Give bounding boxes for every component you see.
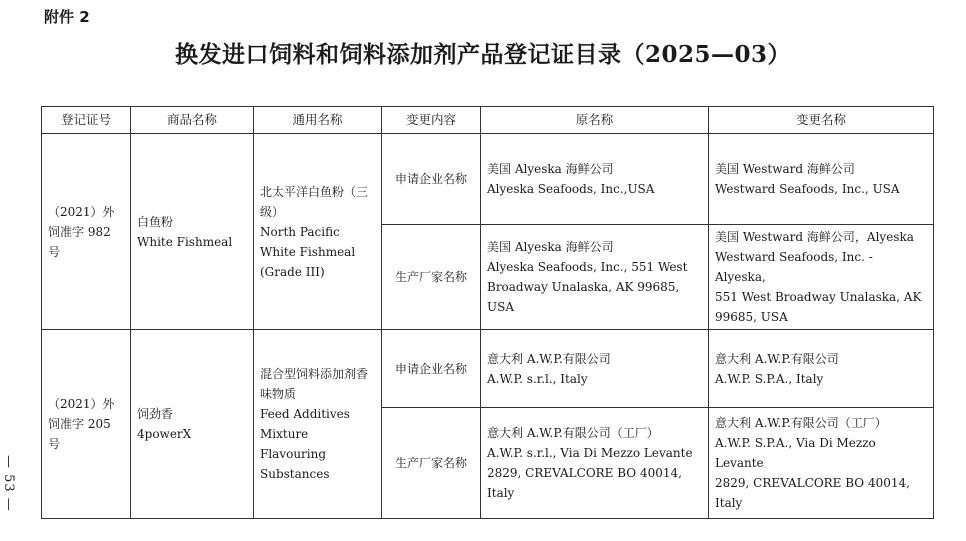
header-cert-no: 登记证号 [42, 107, 131, 134]
original-name-cell [481, 408, 709, 519]
changed-name-cell [709, 134, 934, 225]
text-line: 美国 Alyeska 海鲜公司 [487, 162, 614, 176]
text-line: 美国 Alyeska 海鲜公司 [487, 240, 614, 254]
changed-name-cell [709, 408, 934, 519]
trade-name-en: White Fishmeal [137, 234, 233, 249]
header-generic-name: 通用名称 [254, 107, 382, 134]
table-row [42, 134, 934, 225]
text-line: 意大利 A.W.P.有限公司 [487, 351, 611, 366]
header-change-item: 变更内容 [382, 107, 481, 134]
text-line: Alyeska Seafoods, Inc., 551 West [487, 260, 688, 274]
header-original-name: 原名称 [481, 107, 709, 134]
text-line: 意大利 A.W.P.有限公司（工厂） [715, 416, 887, 430]
table-row [42, 330, 934, 408]
text-line: 2829, CREVALCORE BO 40014, Italy [487, 466, 682, 500]
trade-name-cn: 白鱼粉 [137, 214, 174, 229]
text-line: Italy [715, 496, 743, 510]
trade-name-cn: 饲劲香 [137, 407, 174, 421]
text-line: 2829, CREVALCORE BO 40014, [715, 476, 910, 490]
text-line: A.W.P. S.P.A., Italy [715, 371, 824, 386]
registration-table [41, 106, 934, 519]
table-header-row [42, 107, 934, 134]
change-item-cell: 生产厂家名称 [382, 408, 481, 519]
text-line: Broadway Unalaska, AK 99685, USA [487, 280, 680, 314]
header-trade-name: 商品名称 [131, 107, 254, 134]
generic-name-cn: 混合型饲料添加剂香味物质 [260, 367, 369, 401]
generic-name-en: Feed Additives Mixture Flavouring Substances [260, 407, 350, 481]
text-line: 美国 Westward 海鲜公司 [715, 162, 855, 176]
trade-name-cell [131, 134, 254, 330]
trade-name-en: 4powerX [137, 427, 192, 441]
generic-name-en: North Pacific White Fishmeal (Grade III) [260, 224, 356, 279]
generic-name-cell [254, 330, 382, 519]
original-name-cell [481, 225, 709, 330]
text-line: 意大利 A.W.P.有限公司 [715, 351, 839, 366]
change-item-cell: 申请企业名称 [382, 330, 481, 408]
header-changed-name: 变更名称 [709, 107, 934, 134]
text-line: Westward Seafoods, Inc. - Alyeska, [715, 250, 873, 284]
text-line: A.W.P. S.P.A., Via Di Mezzo Levante [715, 436, 876, 470]
changed-name-cell [709, 225, 934, 330]
cert-no-cell: （2021）外饲准字 205 号 [42, 330, 131, 519]
changed-name-cell [709, 330, 934, 408]
original-name-cell [481, 330, 709, 408]
trade-name-cell [131, 330, 254, 519]
document-title: 换发进口饲料和饲料添加剂产品登记证目录（2025—03） [174, 41, 792, 68]
text-line: Westward Seafoods, Inc., USA [715, 182, 900, 196]
text-line: Alyeska Seafoods, Inc.,USA [487, 182, 655, 196]
text-line: 551 West Broadway Unalaska, AK [715, 290, 922, 304]
text-line: A.W.P. s.r.l., Italy [487, 371, 588, 386]
original-name-cell [481, 134, 709, 225]
change-item-cell: 生产厂家名称 [382, 225, 481, 330]
change-item-cell: 申请企业名称 [382, 134, 481, 225]
generic-name-cell [254, 134, 382, 330]
text-line: 美国 Westward 海鲜公司，Alyeska [715, 230, 914, 244]
page-number: — 53 — [1, 455, 16, 512]
text-line: A.W.P. s.r.l., Via Di Mezzo Levante [487, 446, 693, 460]
cert-no-cell: （2021）外饲准字 982 号 [42, 134, 131, 330]
annex-label: 附件 2 [44, 8, 90, 26]
text-line: 99685, USA [715, 310, 788, 324]
text-line: 意大利 A.W.P.有限公司（工厂） [487, 426, 659, 440]
generic-name-cn: 北太平洋白鱼粉（三级） [260, 184, 369, 219]
